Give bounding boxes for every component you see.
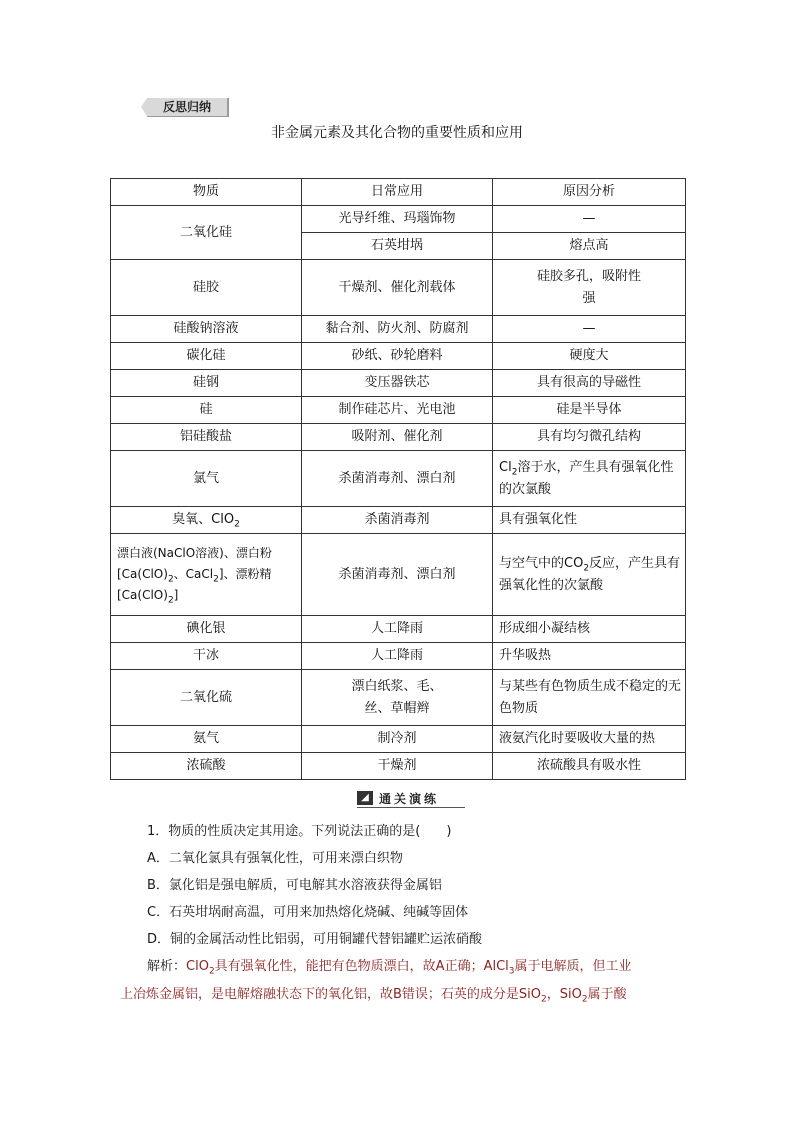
cell-reason: 硅胶多孔，吸附性强 [493,260,686,316]
cell-uses: 光导纤维、玛瑙饰物 [302,206,493,233]
analysis-label: 解析： [147,959,187,974]
table-row [111,370,686,397]
cell-uses: 变压器铁芯 [302,370,493,397]
arrow-icon: ◢ [357,791,373,805]
cell-reason: 具有强氧化性 [493,507,686,534]
table-row [111,451,686,507]
cell-substance: 干冰 [111,643,302,670]
table-row [111,534,686,616]
cell-substance: 硅胶 [111,260,302,316]
cell-substance: 浓硫酸 [111,753,302,780]
cell-substance: 漂白液(NaClO溶液)、漂白粉[$Ca(ClO)_2$、CaCl$_2$]、漂粉精$[Ca(ClO)_2]$ [111,534,302,616]
table-row [111,616,686,643]
table-row [111,643,686,670]
cell-uses: 黏合剂、防火剂、防腐剂 [302,316,493,343]
practice-section-header [357,789,465,808]
option-b: B．氯化铝是强电解质，可电解其水溶液获得金属铝 [147,878,442,893]
cell-substance: 臭氧、ClO$_2$ [111,507,302,534]
table-row [111,397,686,424]
cell-substance: 碘化银 [111,616,302,643]
cell-reason: 硅是半导体 [493,397,686,424]
cell-uses: 石英坩埚 [302,233,493,260]
page-title: 非金属元素及其化合物的重要性质和应用 [271,125,523,141]
question-stem: 1．物质的性质决定其用途。下列说法正确的是( ) [147,824,452,839]
table-row [111,260,686,316]
table-row [111,507,686,534]
cell-uses: 砂纸、砂轮磨料 [302,343,493,370]
cell-reason: 具有很高的导磁性 [493,370,686,397]
table-row [111,424,686,451]
cell-uses: 杀菌消毒剂、漂白剂 [302,451,493,507]
cell-reason: 具有均匀微孔结构 [493,424,686,451]
header-substance: 物质 [111,179,302,206]
cell-substance: 二氧化硫 [111,670,302,726]
cell-substance: 硅酸钠溶液 [111,316,302,343]
table-row [111,753,686,780]
table-row [111,316,686,343]
analysis-line-2: 上冶炼金属铝，是电解熔融状态下的氧化铝，故B错误；石英的成分是SiO$_2$，SiO$_2$属于酸 [120,987,627,1005]
practice-label: 通关演练 [379,791,440,806]
cell-reason: 熔点高 [493,233,686,260]
cell-uses: 吸附剂、催化剂 [302,424,493,451]
table-header-row [111,179,686,206]
cell-uses: 杀菌消毒剂 [302,507,493,534]
cell-substance: 硅 [111,397,302,424]
cell-reason: 与空气中的$CO_2$反应，产生具有强氧化性的次氯酸 [493,534,686,616]
cell-substance: 氯气 [111,451,302,507]
cell-uses: 漂白纸浆、毛、丝、草帽辫 [302,670,493,726]
cell-substance: 氨气 [111,726,302,753]
analysis-line-1: 解析：ClO$_2$具有强氧化性，能把有色物质漂白，故A正确；AlCl$_3$属于电解质，但工业 [147,959,632,977]
cell-substance: 碳化硅 [111,343,302,370]
cell-reason: 升华吸热 [493,643,686,670]
table-row [111,670,686,726]
cell-substance: 二氧化硅 [111,206,302,260]
cell-uses: 杀菌消毒剂、漂白剂 [302,534,493,616]
cell-uses: 制作硅芯片、光电池 [302,397,493,424]
header-reason: 原因分析 [493,179,686,206]
cell-reason: 液氨汽化时要吸收大量的热 [493,726,686,753]
cell-reason: 浓硫酸具有吸水性 [493,753,686,780]
cell-reason: 硬度大 [493,343,686,370]
cell-uses: 人工降雨 [302,643,493,670]
cell-reason: — [493,206,686,233]
cell-uses: 制冷剂 [302,726,493,753]
cell-reason: $Cl_2$溶于水，产生具有强氧化性的次氯酸 [493,451,686,507]
header-uses: 日常应用 [302,179,493,206]
option-d: D．铜的金属活动性比铝弱，可用铜罐代替铝罐贮运浓硝酸 [147,932,483,947]
cell-uses: 干燥剂、催化剂载体 [302,260,493,316]
cell-uses: 干燥剂 [302,753,493,780]
cell-reason: 形成细小凝结核 [493,616,686,643]
cell-reason: — [493,316,686,343]
table-row [111,343,686,370]
option-c: C．石英坩埚耐高温，可用来加热熔化烧碱、纯碱等固体 [147,905,469,920]
cell-substance: 硅钢 [111,370,302,397]
properties-table [110,178,686,780]
table-row [111,726,686,753]
cell-uses: 人工降雨 [302,616,493,643]
table-row [111,206,686,233]
cell-reason: 与某些有色物质生成不稳定的无色物质 [493,670,686,726]
section-banner: 反思归纳 [147,98,229,117]
cell-substance: 铝硅酸盐 [111,424,302,451]
option-a: A．二氧化氯具有强氧化性，可用来漂白织物 [147,851,403,866]
